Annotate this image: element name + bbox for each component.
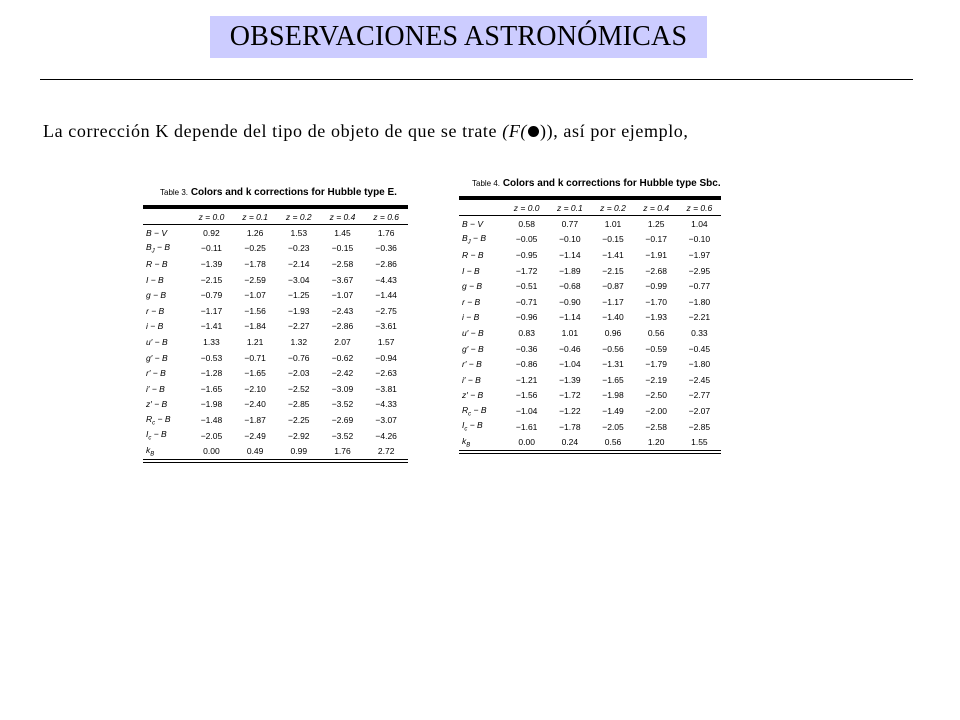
row-label: g − B	[146, 290, 167, 301]
table-cell: −1.22	[559, 405, 581, 416]
table-row	[143, 428, 408, 444]
table-cell: −0.77	[688, 281, 711, 292]
row-label: r′ − B	[146, 368, 166, 379]
table-row	[459, 341, 721, 357]
table-cell: −0.05	[515, 234, 538, 245]
table-cell: −1.31	[602, 359, 624, 370]
table-cell: −2.52	[288, 383, 310, 394]
table-cell: −2.15	[200, 274, 223, 285]
bullet-dot-icon	[528, 126, 539, 137]
row-label: r − B	[462, 296, 481, 307]
table-row	[143, 412, 408, 428]
table-cell: −2.07	[688, 405, 711, 416]
table-row	[143, 303, 408, 319]
title-divider	[40, 79, 913, 80]
row-label: r′ − B	[462, 359, 482, 370]
table-row	[459, 372, 721, 388]
table-row	[459, 403, 721, 419]
table-cell: −1.70	[645, 296, 667, 307]
table-cell: −1.65	[244, 368, 266, 379]
table-row	[459, 216, 721, 232]
table-cell: −3.07	[375, 414, 397, 425]
table-cell: 0.56	[591, 434, 634, 450]
table-cell: 1.20	[635, 434, 678, 450]
table-3-caption-text: Colors and k corrections for Hubble type E.	[190, 187, 397, 198]
column-header: z = 0.0	[505, 200, 548, 216]
table-3-body	[143, 225, 408, 460]
table-3-grid	[143, 208, 408, 460]
table-cell: −2.75	[375, 305, 397, 316]
table-cell: −4.26	[375, 430, 397, 441]
table-cell: −0.95	[515, 249, 538, 260]
table-cell: −1.21	[515, 374, 538, 385]
table-row	[143, 256, 408, 272]
table-cell: −2.49	[244, 430, 266, 441]
table-cell: −2.45	[688, 374, 711, 385]
row-label: i′ − B	[146, 383, 165, 394]
table-cell: 0.56	[647, 327, 665, 338]
page-title: OBSERVACIONES ASTRONÓMICAS	[229, 21, 688, 52]
table-cell: −1.44	[375, 290, 397, 301]
intro-paragraph	[43, 121, 689, 142]
table-row	[459, 388, 721, 404]
f-expression-open: (F(	[502, 121, 528, 141]
table-cell: −0.25	[244, 243, 266, 254]
table-cell: −2.58	[645, 421, 667, 432]
table-cell: −2.86	[331, 321, 354, 332]
table-corner-cell	[459, 200, 505, 216]
table-corner-cell	[143, 209, 190, 225]
row-label: i − B	[146, 321, 164, 332]
table-cell: −2.10	[244, 383, 266, 394]
table-4-top-rule	[459, 196, 721, 197]
table-row	[143, 319, 408, 335]
table-cell: −1.93	[645, 312, 667, 323]
table-cell: −2.40	[244, 399, 266, 410]
row-label: $I_c - B$	[146, 429, 167, 442]
column-header: z = 0.1	[233, 209, 277, 225]
table-cell: −1.40	[602, 312, 624, 323]
table-cell: −0.10	[559, 234, 581, 245]
table-cell: −3.61	[375, 321, 397, 332]
table-cell: −1.07	[331, 290, 354, 301]
column-header: z = 0.6	[678, 200, 721, 216]
table-3-caption-label: Table 3.	[160, 188, 189, 197]
table-cell: 2.07	[334, 336, 351, 347]
table-cell: 1.01	[604, 218, 622, 229]
table-cell: 0.92	[203, 227, 220, 238]
table-cell: 1.57	[377, 336, 395, 347]
table-cell: −0.96	[515, 312, 538, 323]
row-label: g′ − B	[146, 352, 168, 363]
table-cell: −1.48	[200, 414, 223, 425]
table-3-header-row	[143, 209, 408, 225]
row-label: $R_c - B$	[146, 413, 171, 427]
table-cell: −0.17	[645, 234, 667, 245]
table-cell: −1.91	[645, 249, 667, 260]
table-cell: −2.69	[331, 414, 354, 425]
table-cell: −3.52	[331, 399, 354, 410]
table-cell: −2.05	[602, 421, 624, 432]
table-cell: −1.89	[559, 265, 581, 276]
table-cell: 0.58	[518, 218, 535, 229]
column-header: z = 0.2	[277, 209, 321, 225]
table-cell: −2.43	[331, 305, 354, 316]
table-cell: −2.14	[288, 258, 310, 269]
row-label: i′ − B	[462, 374, 481, 385]
table-cell: −0.56	[602, 343, 624, 354]
table-row	[459, 263, 721, 279]
table-row	[143, 443, 408, 459]
row-label: u′ − B	[462, 327, 484, 338]
row-label: g − B	[462, 281, 483, 292]
row-label: $I_c - B$	[462, 420, 483, 433]
table-cell: −1.17	[602, 296, 624, 307]
table-cell: −0.36	[375, 243, 397, 254]
row-label: i − B	[462, 312, 480, 323]
row-label: z′ − B	[462, 390, 484, 401]
table-cell: −2.59	[244, 274, 266, 285]
table-cell: −1.07	[244, 290, 266, 301]
table-cell: −2.21	[688, 312, 711, 323]
table-row	[143, 241, 408, 257]
column-header: z = 0.0	[190, 209, 234, 225]
table-cell: −2.85	[288, 399, 310, 410]
table-row	[459, 247, 721, 263]
table-cell: −2.19	[645, 374, 667, 385]
table-cell: −0.46	[559, 343, 581, 354]
table-row	[143, 272, 408, 288]
table-4-caption	[459, 178, 721, 189]
table-cell: −2.92	[288, 430, 310, 441]
table-cell: −0.10	[688, 234, 711, 245]
table-3-bottom-rule	[143, 462, 408, 463]
table-cell: −0.45	[688, 343, 711, 354]
table-4	[459, 178, 721, 454]
table-cell: −1.93	[288, 305, 310, 316]
f-expression-close: ))	[540, 121, 554, 141]
table-cell: 0.24	[548, 434, 591, 450]
table-cell: −1.98	[200, 399, 223, 410]
row-label: $B_J - B$	[146, 242, 171, 255]
table-cell: −2.15	[602, 265, 624, 276]
table-cell: 1.25	[647, 218, 665, 229]
table-row	[143, 381, 408, 397]
table-3-top-rule	[143, 205, 408, 206]
table-cell: −3.52	[331, 430, 354, 441]
table-cell: −1.78	[244, 258, 266, 269]
table-cell: 1.76	[377, 227, 395, 238]
table-cell: −3.81	[375, 383, 397, 394]
table-cell: 0.00	[505, 434, 548, 450]
column-header: z = 0.2	[591, 200, 634, 216]
table-cell: −0.51	[515, 281, 538, 292]
table-cell: −1.17	[200, 305, 223, 316]
table-cell: −3.09	[331, 383, 354, 394]
table-cell: −2.25	[288, 414, 310, 425]
table-row	[459, 325, 721, 341]
table-row	[459, 434, 721, 450]
table-cell: −1.72	[515, 265, 538, 276]
table-cell: −1.14	[559, 249, 581, 260]
row-label: g′ − B	[462, 343, 484, 354]
table-row	[459, 232, 721, 248]
table-cell: 0.99	[277, 443, 321, 459]
table-cell: −1.04	[515, 405, 538, 416]
table-4-caption-text: Colors and k corrections for Hubble type Sbc.	[502, 178, 721, 189]
table-cell: −1.39	[200, 258, 223, 269]
table-cell: −0.59	[645, 343, 667, 354]
table-row	[143, 225, 408, 241]
table-cell: −2.50	[645, 390, 667, 401]
table-cell: −0.15	[331, 243, 354, 254]
table-cell: −1.97	[688, 249, 711, 260]
column-header: z = 0.6	[364, 209, 408, 225]
table-cell: 1.04	[691, 218, 708, 229]
table-cell: −2.03	[288, 368, 310, 379]
table-cell: −1.61	[515, 421, 538, 432]
table-cell: −0.68	[559, 281, 581, 292]
table-cell: −1.80	[688, 296, 711, 307]
table-cell: 1.53	[290, 227, 308, 238]
column-header: z = 0.4	[321, 209, 365, 225]
row-label: B − V	[462, 218, 484, 229]
table-cell: −4.33	[375, 399, 397, 410]
row-label: u′ − B	[146, 336, 168, 347]
table-cell: −0.94	[375, 352, 397, 363]
column-header: z = 0.4	[635, 200, 678, 216]
table-cell: 1.33	[203, 336, 220, 347]
f-expression	[502, 121, 553, 141]
row-label: I − B	[462, 265, 480, 276]
row-label: B − V	[146, 227, 168, 238]
table-cell: −1.25	[288, 290, 310, 301]
table-cell: −1.98	[602, 390, 624, 401]
row-label: $k_B$	[459, 434, 505, 450]
table-4-grid	[459, 199, 721, 451]
table-cell: 0.33	[691, 327, 708, 338]
table-4-body	[459, 216, 721, 451]
table-row	[459, 278, 721, 294]
intro-text-before: La corrección K depende del tipo de objeto de que se trate	[43, 121, 503, 141]
table-cell: −2.05	[200, 430, 223, 441]
table-cell: 1.45	[334, 227, 351, 238]
row-label: $k_B$	[143, 443, 190, 459]
row-label: z′ − B	[146, 399, 168, 410]
table-cell: −1.72	[559, 390, 581, 401]
table-cell: −1.41	[200, 321, 223, 332]
table-4-caption-label: Table 4.	[472, 179, 501, 188]
table-cell: −2.68	[645, 265, 667, 276]
row-label: R − B	[462, 249, 484, 260]
table-cell: −0.99	[645, 281, 667, 292]
table-cell: −1.65	[602, 374, 624, 385]
table-row	[459, 419, 721, 435]
table-cell: −0.76	[288, 352, 310, 363]
row-label: $R_c - B$	[462, 404, 487, 418]
table-cell: −0.53	[200, 352, 223, 363]
table-cell: −0.23	[288, 243, 310, 254]
table-cell: −1.65	[200, 383, 223, 394]
table-row	[143, 350, 408, 366]
table-cell: −1.49	[602, 405, 624, 416]
table-4-bottom-rule	[459, 453, 721, 454]
table-3-caption	[143, 187, 408, 198]
table-3	[143, 187, 408, 463]
table-cell: −0.87	[602, 281, 624, 292]
row-label: I − B	[146, 274, 164, 285]
table-cell: −2.00	[645, 405, 667, 416]
table-row	[143, 334, 408, 350]
table-cell: −2.85	[688, 421, 711, 432]
table-cell: −1.56	[515, 390, 538, 401]
table-cell: −2.95	[688, 265, 711, 276]
row-label: $B_J - B$	[462, 233, 487, 246]
table-cell: 1.55	[678, 434, 721, 450]
table-cell: −2.42	[331, 368, 354, 379]
table-row	[459, 310, 721, 326]
table-cell: 1.21	[246, 336, 264, 347]
table-cell: −1.78	[559, 421, 581, 432]
table-cell: −2.77	[688, 390, 711, 401]
table-cell: −0.90	[559, 296, 581, 307]
table-cell: −1.79	[645, 359, 667, 370]
column-header: z = 0.1	[548, 200, 591, 216]
table-cell: −2.86	[375, 258, 397, 269]
table-cell: 1.32	[290, 336, 308, 347]
table-cell: −2.27	[288, 321, 310, 332]
table-cell: −1.84	[244, 321, 266, 332]
table-cell: −1.80	[688, 359, 711, 370]
table-cell: −0.62	[331, 352, 354, 363]
row-label: r − B	[146, 305, 165, 316]
title-banner	[210, 16, 707, 58]
table-cell: −4.43	[375, 274, 397, 285]
table-cell: −0.36	[515, 343, 538, 354]
table-cell: −2.63	[375, 368, 397, 379]
table-cell: −0.11	[201, 243, 222, 254]
table-4-header-row	[459, 200, 721, 216]
table-cell: −1.28	[200, 368, 223, 379]
table-cell: −1.39	[559, 374, 581, 385]
table-cell: −3.04	[288, 274, 310, 285]
table-cell: −1.04	[559, 359, 581, 370]
table-cell: −1.56	[244, 305, 266, 316]
table-cell: −0.79	[200, 290, 223, 301]
table-cell: 0.83	[518, 327, 535, 338]
table-cell: −1.14	[559, 312, 581, 323]
table-cell: 0.96	[604, 327, 622, 338]
intro-text-after: , así por ejemplo,	[553, 121, 689, 141]
table-cell: −3.67	[331, 274, 354, 285]
table-row	[459, 356, 721, 372]
table-cell: 0.77	[561, 218, 579, 229]
table-cell: 2.72	[364, 443, 408, 459]
table-row	[143, 287, 408, 303]
table-row	[143, 365, 408, 381]
table-cell: −0.15	[602, 234, 624, 245]
table-cell: 1.76	[321, 443, 365, 459]
table-cell: −0.71	[244, 352, 266, 363]
table-cell: 0.49	[233, 443, 277, 459]
table-cell: −1.87	[244, 414, 266, 425]
table-cell: 1.26	[246, 227, 264, 238]
table-cell: −1.41	[602, 249, 624, 260]
table-cell: −0.71	[515, 296, 538, 307]
row-label: R − B	[146, 258, 168, 269]
table-cell: 0.00	[190, 443, 234, 459]
table-row	[143, 397, 408, 413]
table-row	[459, 294, 721, 310]
table-cell: −2.58	[331, 258, 354, 269]
table-cell: 1.01	[561, 327, 579, 338]
table-cell: −0.86	[515, 359, 538, 370]
